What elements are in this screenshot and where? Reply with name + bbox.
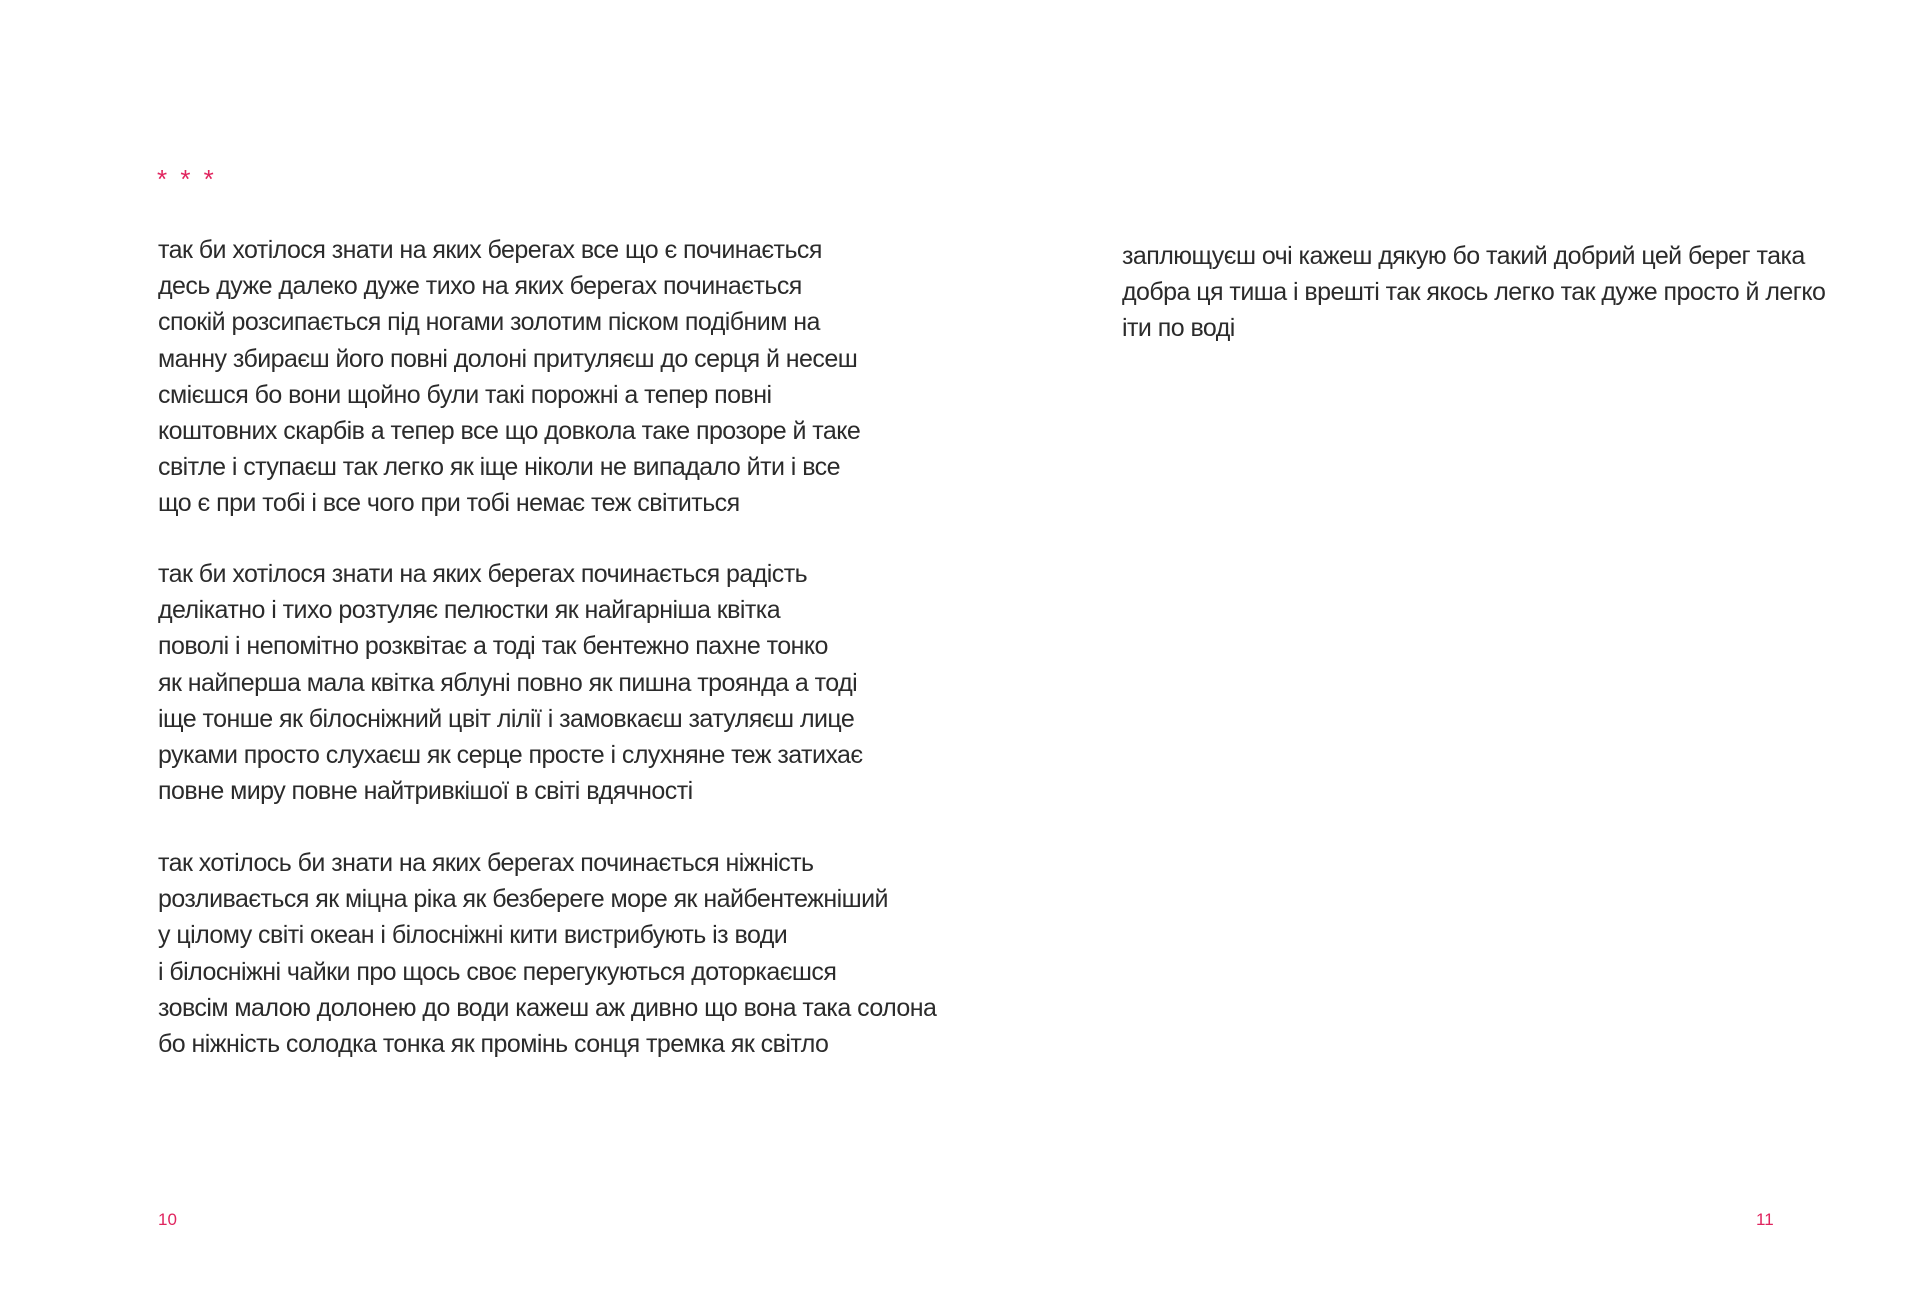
poem-line: так би хотілося знати на яких берегах починається радість (158, 560, 808, 588)
poem-line: коштовних скарбів а тепер все що довкола таке прозоре й таке (158, 416, 861, 445)
section-ornament: * * * (157, 164, 217, 194)
poem-line: так би хотілося знати на яких берегах все що є починається (158, 236, 822, 264)
poem-line: повне миру повне найтривкішої в світі вдячності (158, 777, 693, 806)
poem-line: зовсім малою долонею до води кажеш аж дивно що вона така солона (158, 993, 937, 1022)
stanza-continuation (1122, 238, 1825, 347)
poem-line: руками просто слухаєш як серце просте і слухняне теж затихає (158, 740, 863, 769)
page-number: 11 (1756, 1210, 1774, 1229)
poem-line: заплющуєш очі кажеш дякую бо такий добрий цей берег така (1122, 242, 1805, 270)
poem-line: манну збираєш його повні долоні притуляєш до серця й несеш (158, 344, 858, 373)
stanza-3 (158, 845, 936, 1062)
poem-line: добра ця тиша і врешті так якось легко так дуже просто й легко (1122, 278, 1826, 307)
poem-line: делікатно і тихо розтуляє пелюстки як найгарніша квітка (158, 596, 781, 625)
poem-line: поволі і непомітно розквітає а тоді так бентежно пахне тонко (158, 632, 828, 661)
poem-line: так хотілось би знати на яких берегах починається ніжність (158, 849, 814, 877)
poem-line: у цілому світі океан і білосніжні кити вистрибують із води (158, 921, 788, 950)
stanza-1 (158, 232, 860, 522)
right-page (960, 0, 1920, 1304)
poem-line: десь дуже далеко дуже тихо на яких берегах починається (158, 272, 802, 301)
poem-line: і білосніжні чайки про щось своє перегукуються доторкаєшся (158, 957, 837, 986)
poem-line: смієшся бо вони щойно були такі порожні а тепер повні (158, 380, 772, 409)
poem-line: бо ніжність солодка тонка як промінь сонця тремка як світло (158, 1029, 829, 1058)
poem-line: світле і ступаєш так легко як іще ніколи не випадало йти і все (158, 453, 840, 482)
page-number: 10 (158, 1210, 177, 1229)
poem-line: іти по воді (1122, 314, 1235, 343)
poem-line: спокій розсипається під ногами золотим піском подібним на (158, 308, 820, 337)
poem-line: що є при тобі і все чого при тобі немає теж світиться (158, 489, 740, 518)
stanza-2 (158, 556, 863, 809)
poem-line: іще тонше як білосніжний цвіт лілії і замовкаєш затуляєш лице (158, 704, 855, 733)
poem-line: розливається як міцна ріка як безбереге море як найбентежніший (158, 885, 888, 914)
poem-line: як найперша мала квітка яблуні повно як пишна троянда а тоді (158, 668, 858, 697)
